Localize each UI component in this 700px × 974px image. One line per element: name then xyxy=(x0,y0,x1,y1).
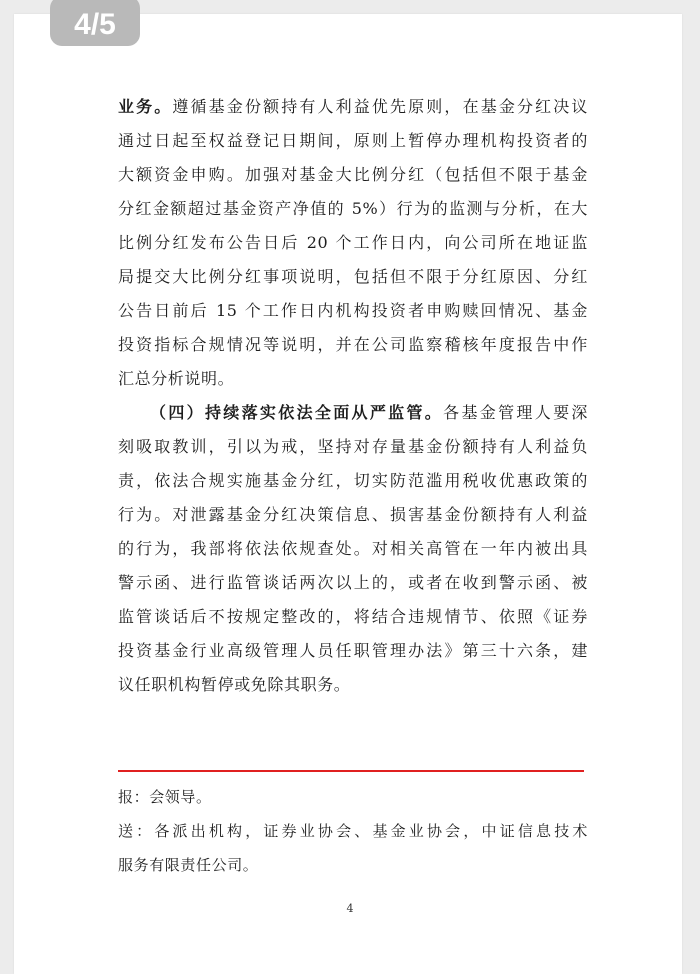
distribution-list xyxy=(118,782,588,884)
paragraph-2-line-1 xyxy=(118,396,588,430)
send-to-line-1: 送：各派出机构，证券业协会、基金业协会，中证信息技术 xyxy=(118,822,588,840)
paragraph-1-line-4: 分红金额超过基金资产净值的 5%）行为的监测与分析，在大 xyxy=(118,199,588,218)
paragraph-1-line-1 xyxy=(118,90,588,124)
paragraph-1-line-2: 通过日起至权益登记日期间，原则上暂停办理机构投资者的 xyxy=(118,131,588,150)
paragraph-1-line-7: 公告日前后 15 个工作日内机构投资者申购赎回情况、基金 xyxy=(118,301,588,320)
paragraph-1-line-8: 投资指标合规情况等说明，并在公司监察稽核年度报告中作 xyxy=(118,335,588,354)
send-to-line-2: 服务有限责任公司。 xyxy=(118,856,259,874)
paragraph-2-line-3: 责，依法合规实施基金分红，切实防范滥用税收优惠政策的 xyxy=(118,471,588,490)
paragraph-2-line-2: 刻吸取教训，引以为戒，坚持对存量基金份额持有人利益负 xyxy=(118,437,588,456)
line-text: 各基金管理人要深 xyxy=(443,403,588,422)
paragraph-2-line-6: 警示函、进行监管谈话两次以上的，或者在收到警示函、被 xyxy=(118,573,588,592)
report-to-line: 报：会领导。 xyxy=(118,788,212,806)
bold-lead: 业务。 xyxy=(118,97,173,116)
red-divider-line xyxy=(118,770,584,772)
page-number: 4 xyxy=(346,902,354,915)
paragraph-1-line-9: 汇总分析说明。 xyxy=(118,369,235,388)
document-body xyxy=(118,90,588,702)
paragraph-1-line-6: 局提交大比例分红事项说明，包括但不限于分红原因、分红 xyxy=(118,267,588,286)
paragraph-2-line-8: 投资基金行业高级管理人员任职管理办法》第三十六条，建 xyxy=(118,641,588,660)
line-text: 遵循基金份额持有人利益优先原则，在基金分红决议 xyxy=(172,97,588,116)
paragraph-1-line-3: 大额资金申购。加强对基金大比例分红（包括但不限于基金 xyxy=(118,165,588,184)
paragraph-2-line-7: 监管谈话后不按规定整改的，将结合违规情节、依照《证券 xyxy=(118,607,588,626)
paragraph-1-line-5: 比例分红发布公告日后 20 个工作日内，向公司所在地证监 xyxy=(118,233,588,252)
paragraph-2-line-5: 的行为，我部将依法依规查处。对相关高管在一年内被出具 xyxy=(118,539,588,558)
page-indicator-badge: 4/5 xyxy=(50,0,140,46)
paragraph-2-line-9: 议任职机构暂停或免除其职务。 xyxy=(118,675,351,694)
section-heading: （四）持续落实依法全面从严监管。 xyxy=(150,403,444,422)
paragraph-2-line-4: 行为。对泄露基金分红决策信息、损害基金份额持有人利益 xyxy=(118,505,588,524)
